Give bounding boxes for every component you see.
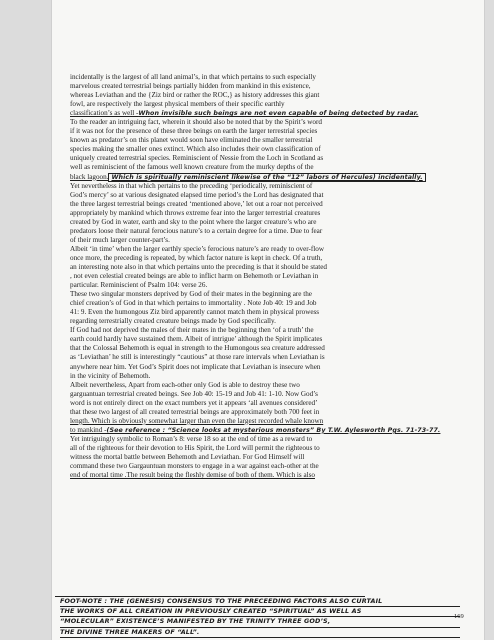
text-line: Yet intriguingly symbolic to Roman’s 8: verse 18 so at the end of time as a reward to <box>70 434 313 443</box>
text-line: whereas Leviathan and the {Ziz bird or rather the ROC,} as history addresses this giant <box>70 91 320 100</box>
footnote-line: FOOT-NOTE : THE (GENESIS) CONSENSUS TO THE PRECEEDING FACTORS ALSO CURTAIL <box>60 597 460 607</box>
text-line: If God had not deprived the males of their mates in the beginning then ‘of a truth’ the <box>70 326 314 335</box>
text-line: These two singular monsters deprived by God of their mates in the beginning are the <box>70 290 312 299</box>
text-line: God’s mercy’ so at various designated elapsed time period’s the Lord has designated that <box>70 190 324 199</box>
text-line: Albeit ‘in time’ when the larger earthly specie’s ferocious nature’s are ready to over-flow <box>70 244 324 253</box>
text-line: predators loose their natural ferocious nature’s to a certain degree for a time. Due to fear <box>70 226 323 235</box>
text-line: word is not entirely direct on the exact numbers yet it appears ‘all avenues considered’ <box>70 398 318 407</box>
footnote-line: THE WORKS OF ALL CREATION IN PREVIOUSLY CREATED “SPIRITUAL” AS WELL AS <box>60 607 460 617</box>
text-line: that the Colossal Behemoth is equal in strength to the Humongous sea creature addressed <box>70 344 325 353</box>
text-line: of their much larger counter-part’s. <box>70 235 170 244</box>
text-line: if it was not for the presence of these three beings on earth the larger terrestrial species <box>70 127 318 136</box>
text-line: to mankind -(See reference : “Science looks at mysterious monsters” By T.W. Aylesworth Pgs. 71-73-77. <box>70 425 441 434</box>
text-line: as ‘Leviathan’ he still is interestingly “cautious” at those rare intervals when Leviathan is <box>70 353 325 362</box>
text-line: , not even celestial created beings are able to inflict harm on Behemoth or Leviathan in <box>70 272 319 281</box>
text-line: the three largest terrestrial beings created ‘mentioned above,’ let out a roar not perceived <box>70 199 323 208</box>
text-line: 41: 9. Even the humongous Ziz bird apparently cannot match them in physical prowess <box>70 308 320 317</box>
text-line: Albeit nevertheless, Apart from each-other only God is able to destroy these two <box>70 380 300 389</box>
text-line: end of mortal time .The result being the fleshly demise of both of them. Which is also <box>70 471 315 480</box>
text-line: known as predator’s on this planet would soon have eliminated the smaller terrestrial <box>70 136 313 145</box>
text-line: To the reader an intriguing fact, wherein it should also be noted that by the Spirit’s word <box>70 118 322 127</box>
text-line: appropriately by mankind which throws extreme fear into the larger terrestrial creatures <box>70 208 321 217</box>
text-line: incidentally is the largest of all land animal’s, in that which pertains to such especially <box>70 73 316 81</box>
text-line: black lagoon. Which is spiritually reminiscient likewise of the “12” labors of Hercules) incidentally. <box>70 173 462 182</box>
text-line: witness the mortal battle between Behemoth and Leviathan. For God Himself will <box>70 452 305 461</box>
text-line: anywhere near him. Yet God’s Spirit does not implicate that Leviathan is insecure when <box>70 362 321 371</box>
text-line: uniquely created terrestrial species. Reminiscient of Nessie from the Loch in Scotland as <box>70 154 324 163</box>
handwritten-footnote <box>60 597 460 638</box>
footnote-line: “MOLECULAR” EXISTENCE’S MANIFESTED BY THE TRINITY THREE GOD’S, <box>60 617 460 627</box>
text-line: length. Which is obviously somewhat larger than even the largest recorded whale known <box>70 416 324 425</box>
text-line: species making the smaller ones extinct. Which also includes their own classification of <box>70 145 321 154</box>
handwritten-note: Whon invisible such beings are not even capable of being detected by radar. <box>138 110 419 118</box>
handwritten-note: Which is spiritually reminiscient likewise of the “12” labors of Hercules) incidentally. <box>108 173 425 182</box>
text-line: fowl, are respectively the largest physical members of their specific earthly <box>70 100 285 109</box>
text-line: an interesting note also in that which pertains unto the preceding is that it should be stated <box>70 262 328 271</box>
page-number: 169 <box>454 613 464 620</box>
text-line: command these two Gargauntuan monsters to engage in a war against each-other at the <box>70 462 319 471</box>
text-line: regarding terrestrially created creature beings made by God specifically. <box>70 317 276 326</box>
text-line: that these two largest of all created terrestrial beings are approximately both 700 feet in <box>70 407 320 416</box>
handwritten-note: (See reference : “Science looks at mysterious monsters” By T.W. Aylesworth Pgs. 71-73-77. <box>106 426 441 434</box>
text-line: particular. Reminiscient of Psalm 104: verse 26. <box>70 281 208 290</box>
text-line: created by God in water, earth and sky to the point where the larger creature’s who are <box>70 217 317 226</box>
text-line: once more, the preceding is repeated, by which factor nature is kept in check. Of a truth, <box>70 253 323 262</box>
text-line: earth could hardly have sustained them. Albeit of intrigue’ although the Spirit implicates <box>70 335 323 344</box>
text-line: well as reminiscient of the famous well known creature from the murky depths of the <box>70 163 314 172</box>
text-line: marvelous created terrestrial beings partially hidden from mankind in this existence, <box>70 82 311 91</box>
text-line: chief creation’s of God in that which pertains to immortality . Note Job 40: 19 and Job <box>70 299 317 308</box>
text-line: in the vicinity of Behemoth. <box>70 371 151 380</box>
text-line: Yet nevertheless in that which pertains to the preceding ‘periodically, reminiscient of <box>70 181 313 190</box>
text-line: classification’s as well -Whon invisible such beings are not even capable of being detected by radar. <box>70 109 419 118</box>
body-text <box>70 0 462 480</box>
text-line: all of the righteous for their devotion to His Spirit, the Lord will permit the righteous to <box>70 443 320 452</box>
footnote-line: THE DIVINE THREE MAKERS OF “ALL”. <box>60 628 460 638</box>
text-line: garguantuan terrestrial created beings. See Job 40: 15-19 and Job 41: 1-10. Now God’s <box>70 389 318 398</box>
document-page <box>52 0 484 640</box>
